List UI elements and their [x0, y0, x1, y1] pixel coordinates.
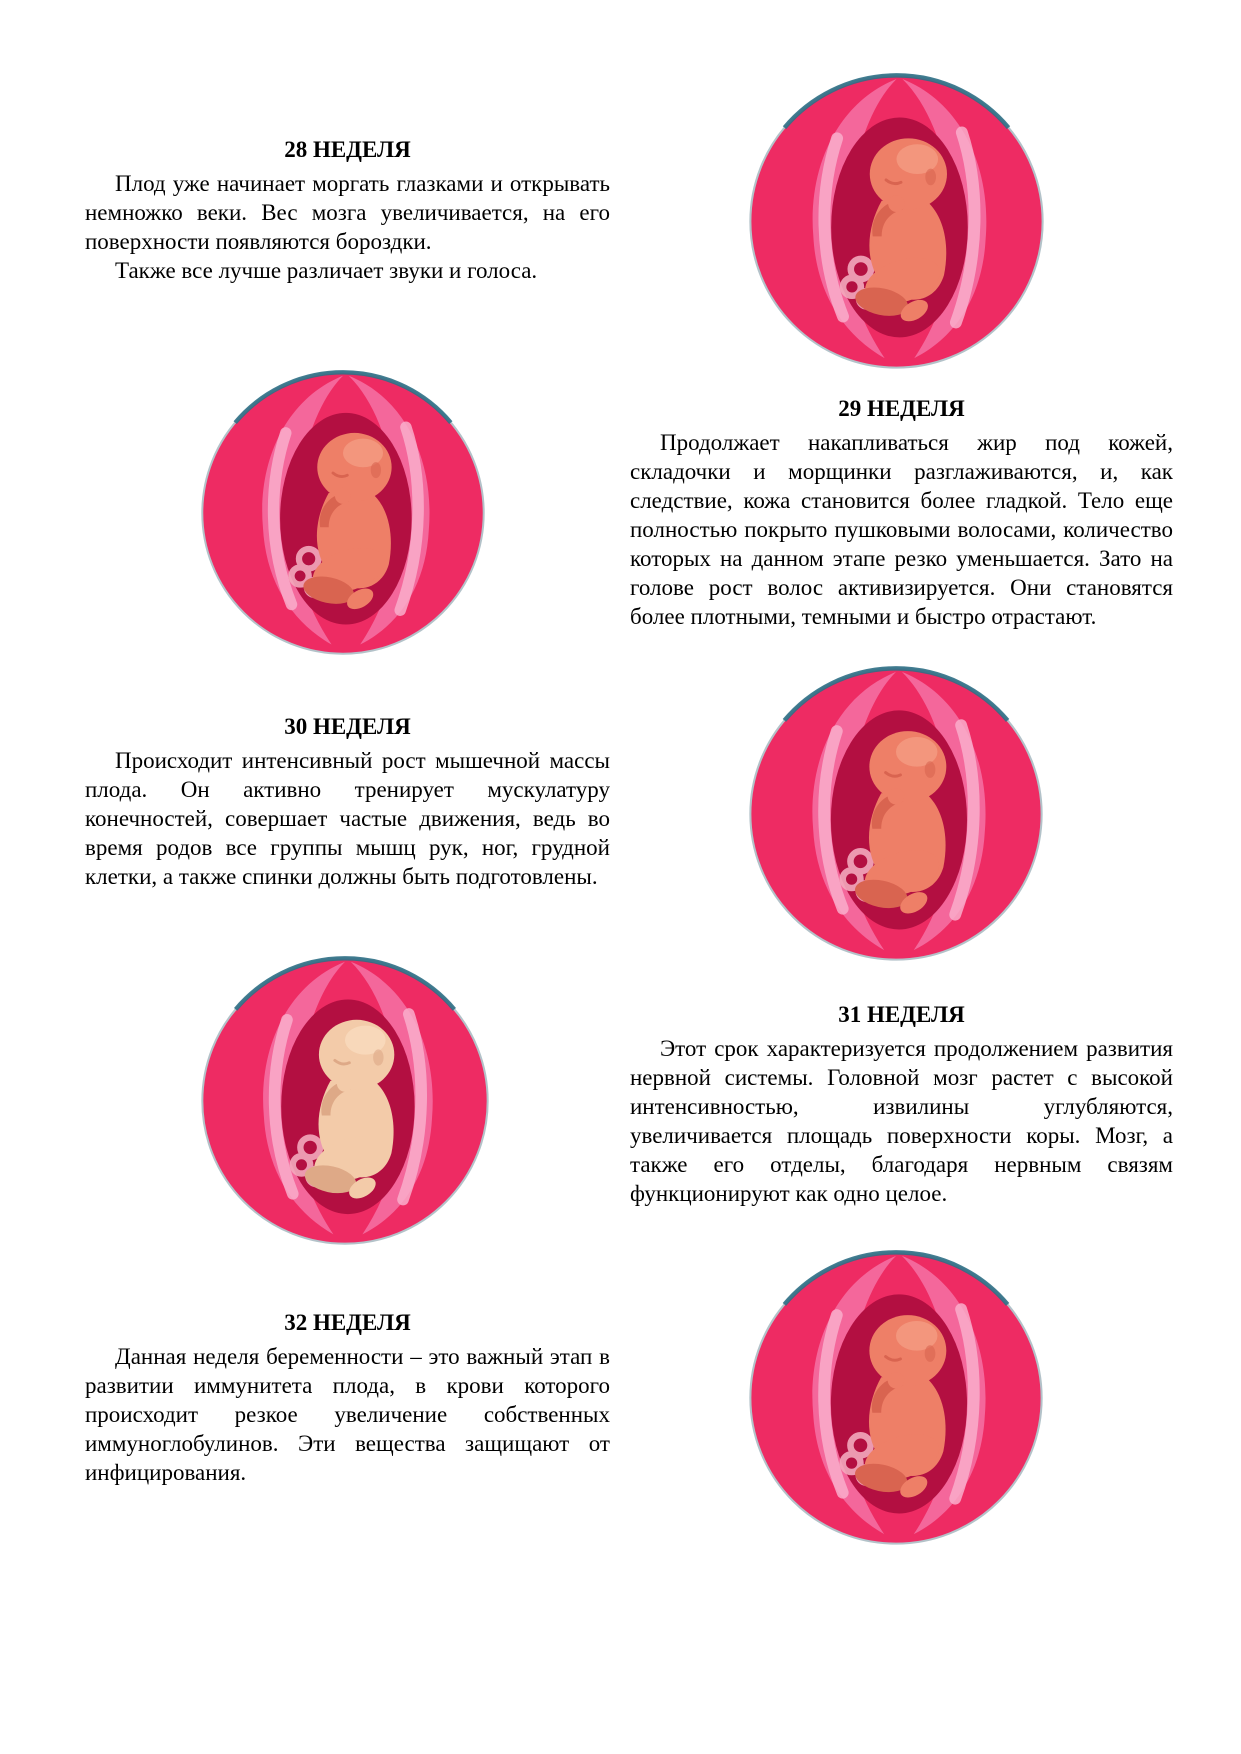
week-29-paragraph-1: Продолжает накапливаться жир под кожей, складочки и морщинки разглаживаются, и, как следствие, кожа становится более гладкой. Тело еще полностью покрыто пушковыми волосами, количество которых на данном этапе резко уменьшается. Зато на голове рост волос активизируется. Они становятся более плотными, темными и быстро отрастают.: [630, 430, 1173, 629]
week-30-section: [85, 712, 610, 891]
week-28-paragraph-1: Плод уже начинает моргать глазками и открывать немножко веки. Вес мозга увеличивается, на его поверхности появляются бороздки.: [85, 171, 610, 254]
week-29-section: [630, 394, 1173, 631]
fetus-in-womb-icon: [200, 956, 490, 1246]
fetus-in-womb-illustration: [748, 73, 1045, 370]
week-28-paragraph-2: Также все лучше различает звуки и голоса.: [115, 258, 538, 283]
fetus-in-womb-icon: [748, 1250, 1044, 1546]
week-30-paragraph-1: Происходит интенсивный рост мышечной массы плода. Он активно тренирует мускулатуру конечностей, совершает частые движения, ведь во время родов все группы мышц рук, ног, грудной клетки, а также спинки должны быть подготовлены.: [85, 748, 610, 889]
week-32-heading: 32 НЕДЕЛЯ: [284, 1310, 411, 1335]
week-29-heading: 29 НЕДЕЛЯ: [838, 396, 965, 421]
fetus-in-womb-icon: [200, 370, 486, 656]
week-31-paragraph-1: Этот срок характеризуется продолжением развития нервной системы. Головной мозг растет с высокой интенсивностью, извилины углубляются, увеличивается площадь поверхности коры. Мозг, а также его отделы, благодаря нервным связям функционируют как одно целое.: [630, 1036, 1173, 1206]
week-32-section: [85, 1308, 610, 1487]
week-28-heading: 28 НЕДЕЛЯ: [284, 137, 411, 162]
fetus-in-womb-icon: [748, 666, 1044, 962]
week-31-heading: 31 НЕДЕЛЯ: [838, 1002, 965, 1027]
week-30-heading: 30 НЕДЕЛЯ: [284, 714, 411, 739]
fetus-in-womb-illustration: [200, 370, 486, 656]
week-28-section: [85, 135, 610, 285]
week-31-section: [630, 1000, 1173, 1208]
week-32-paragraph-1: Данная неделя беременности – это важный этап в развитии иммунитета плода, в крови которого происходит резкое увеличение собственных иммуноглобулинов. Эти вещества защищают от инфицирования.: [85, 1344, 610, 1485]
fetus-in-womb-illustration: [748, 666, 1044, 962]
fetus-in-womb-illustration: [748, 1250, 1044, 1546]
fetus-in-womb-icon: [748, 73, 1045, 370]
fetus-in-womb-illustration: [200, 956, 490, 1246]
